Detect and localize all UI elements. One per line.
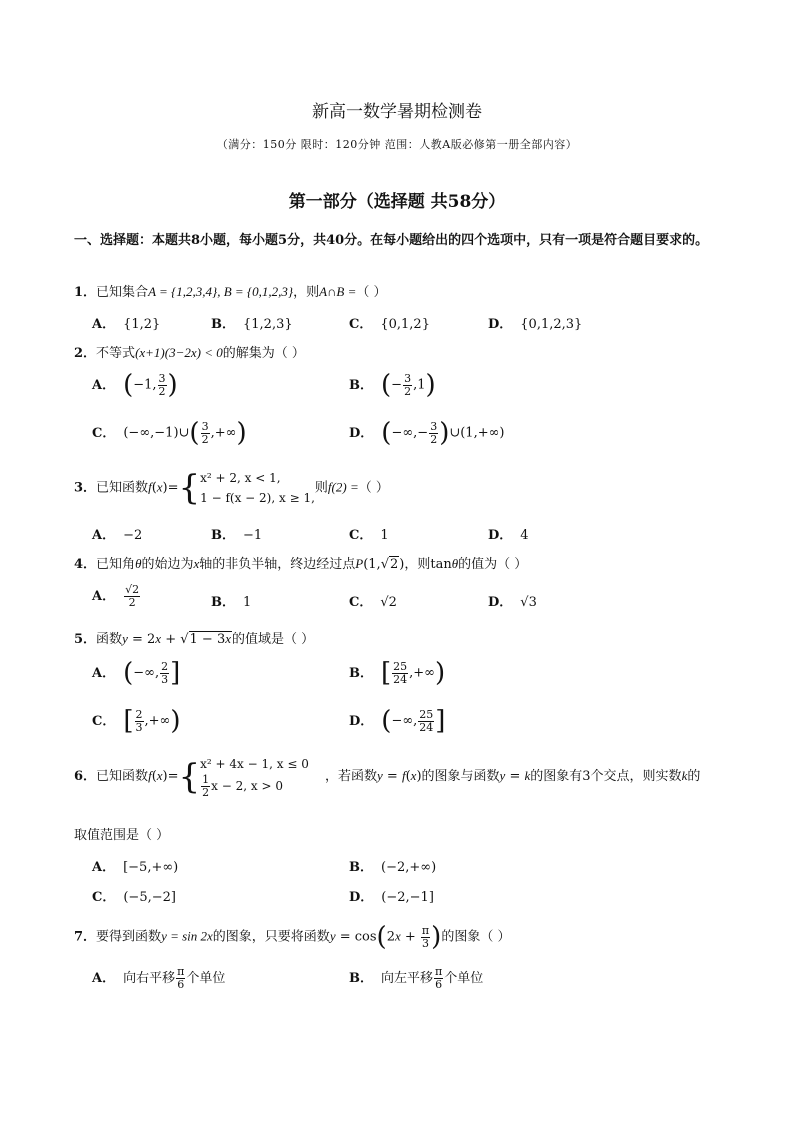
part-title: 第一部分（选择题 共58分）: [288, 192, 506, 212]
q6-option-c: C． (−5,−2]: [92, 890, 176, 905]
q1-option-b: B． {1,2,3}: [211, 317, 293, 332]
q3-option-b: B． −1: [211, 528, 263, 543]
question-1: 1．已知集合A = {1,2,3,4}, B = {0,1,2,3}，则A∩B =（ ）: [74, 284, 387, 300]
q4-option-c: C． √2: [349, 595, 397, 610]
q1-option-d: D． {0,1,2,3}: [488, 317, 583, 332]
q6-option-b: B． (−2,+∞): [349, 860, 437, 875]
question-2: 2．不等式(x+1)(3−2x) < 0的解集为（ ）: [74, 345, 305, 361]
question-5: 5．函数y = 2x + √1 − 3x的值域是（ ）: [74, 631, 315, 647]
question-7: 7．要得到函数y = sin 2x的图象，只要将函数y = cos(2x + $\frac{\pi}{3}$ )的图象（ ）: [74, 922, 511, 952]
question-4: 4．已知角θ的始边为x轴的非负半轴，终边经过点P(1,√2)，则tanθ的值为（ ）: [74, 556, 528, 572]
q2-option-a: A． (−1, $\frac{3}{2}$ ): [92, 370, 178, 400]
page-title: 新高一数学暑期检测卷: [312, 102, 482, 122]
q4-option-a: A． $\frac{√2}{2}$: [92, 583, 140, 609]
q4-option-d: D． √3: [488, 595, 537, 610]
q7-option-a: A． 向右平移 $\frac{\pi}{6}$ 个单位: [92, 965, 226, 991]
q3-option-c: C． 1: [349, 528, 389, 543]
question-3: 3．已知函数f(x)={ x² + 2, x < 1, 1 − f(x − 2), x ≥ 1, 则f(2) =（ ）: [74, 468, 389, 508]
q2-option-c: C． (−∞,−1)∪( $\frac{3}{2}$ ,+∞): [92, 418, 247, 448]
q6-option-a: A． [−5,+∞): [92, 860, 179, 875]
q5-option-a: A． (−∞, $\frac{2}{3}$ ]: [92, 658, 181, 688]
q2-option-b: B． (− $\frac{3}{2}$ ,1): [349, 370, 436, 400]
q4-option-b: B． 1: [211, 595, 252, 610]
q5-option-d: D． (−∞, $\frac{25}{24}$ ]: [349, 706, 446, 736]
q1-option-a: A． {1,2}: [92, 317, 161, 332]
page-subtitle: （满分：150分 限时：120分钟 范围：人教A版必修第一册全部内容）: [216, 138, 578, 151]
q5-option-c: C． [ $\frac{2}{3}$ ,+∞): [92, 706, 181, 736]
q1-option-c: C． {0,1,2}: [349, 317, 430, 332]
q5-option-b: B． [ $\frac{25}{24}$ ,+∞): [349, 658, 446, 688]
q3-option-d: D． 4: [488, 528, 529, 543]
q3-option-a: A． −2: [92, 528, 143, 543]
q6-option-d: D． (−2,−1]: [349, 890, 434, 905]
q2-option-d: D． (−∞,− $\frac{3}{2}$ )∪(1,+∞): [349, 418, 505, 448]
q7-option-b: B． 向左平移 $\frac{\pi}{6}$ 个单位: [349, 965, 484, 991]
question-6-line2: 取值范围是（ ）: [74, 828, 170, 843]
question-6: 6．已知函数f(x)={ x² + 4x − 1, x ≤ 0 $\frac{1}{2}$ x − 2, x > 0 ，若函数y = f(x)的图象与函数y = k的图象有3个交点，则实数k的: [74, 756, 701, 799]
section-heading: 一、选择题：本题共8小题，每小题5分，共40分。在每小题给出的四个选项中，只有一项是符合题目要求的。: [74, 233, 709, 248]
